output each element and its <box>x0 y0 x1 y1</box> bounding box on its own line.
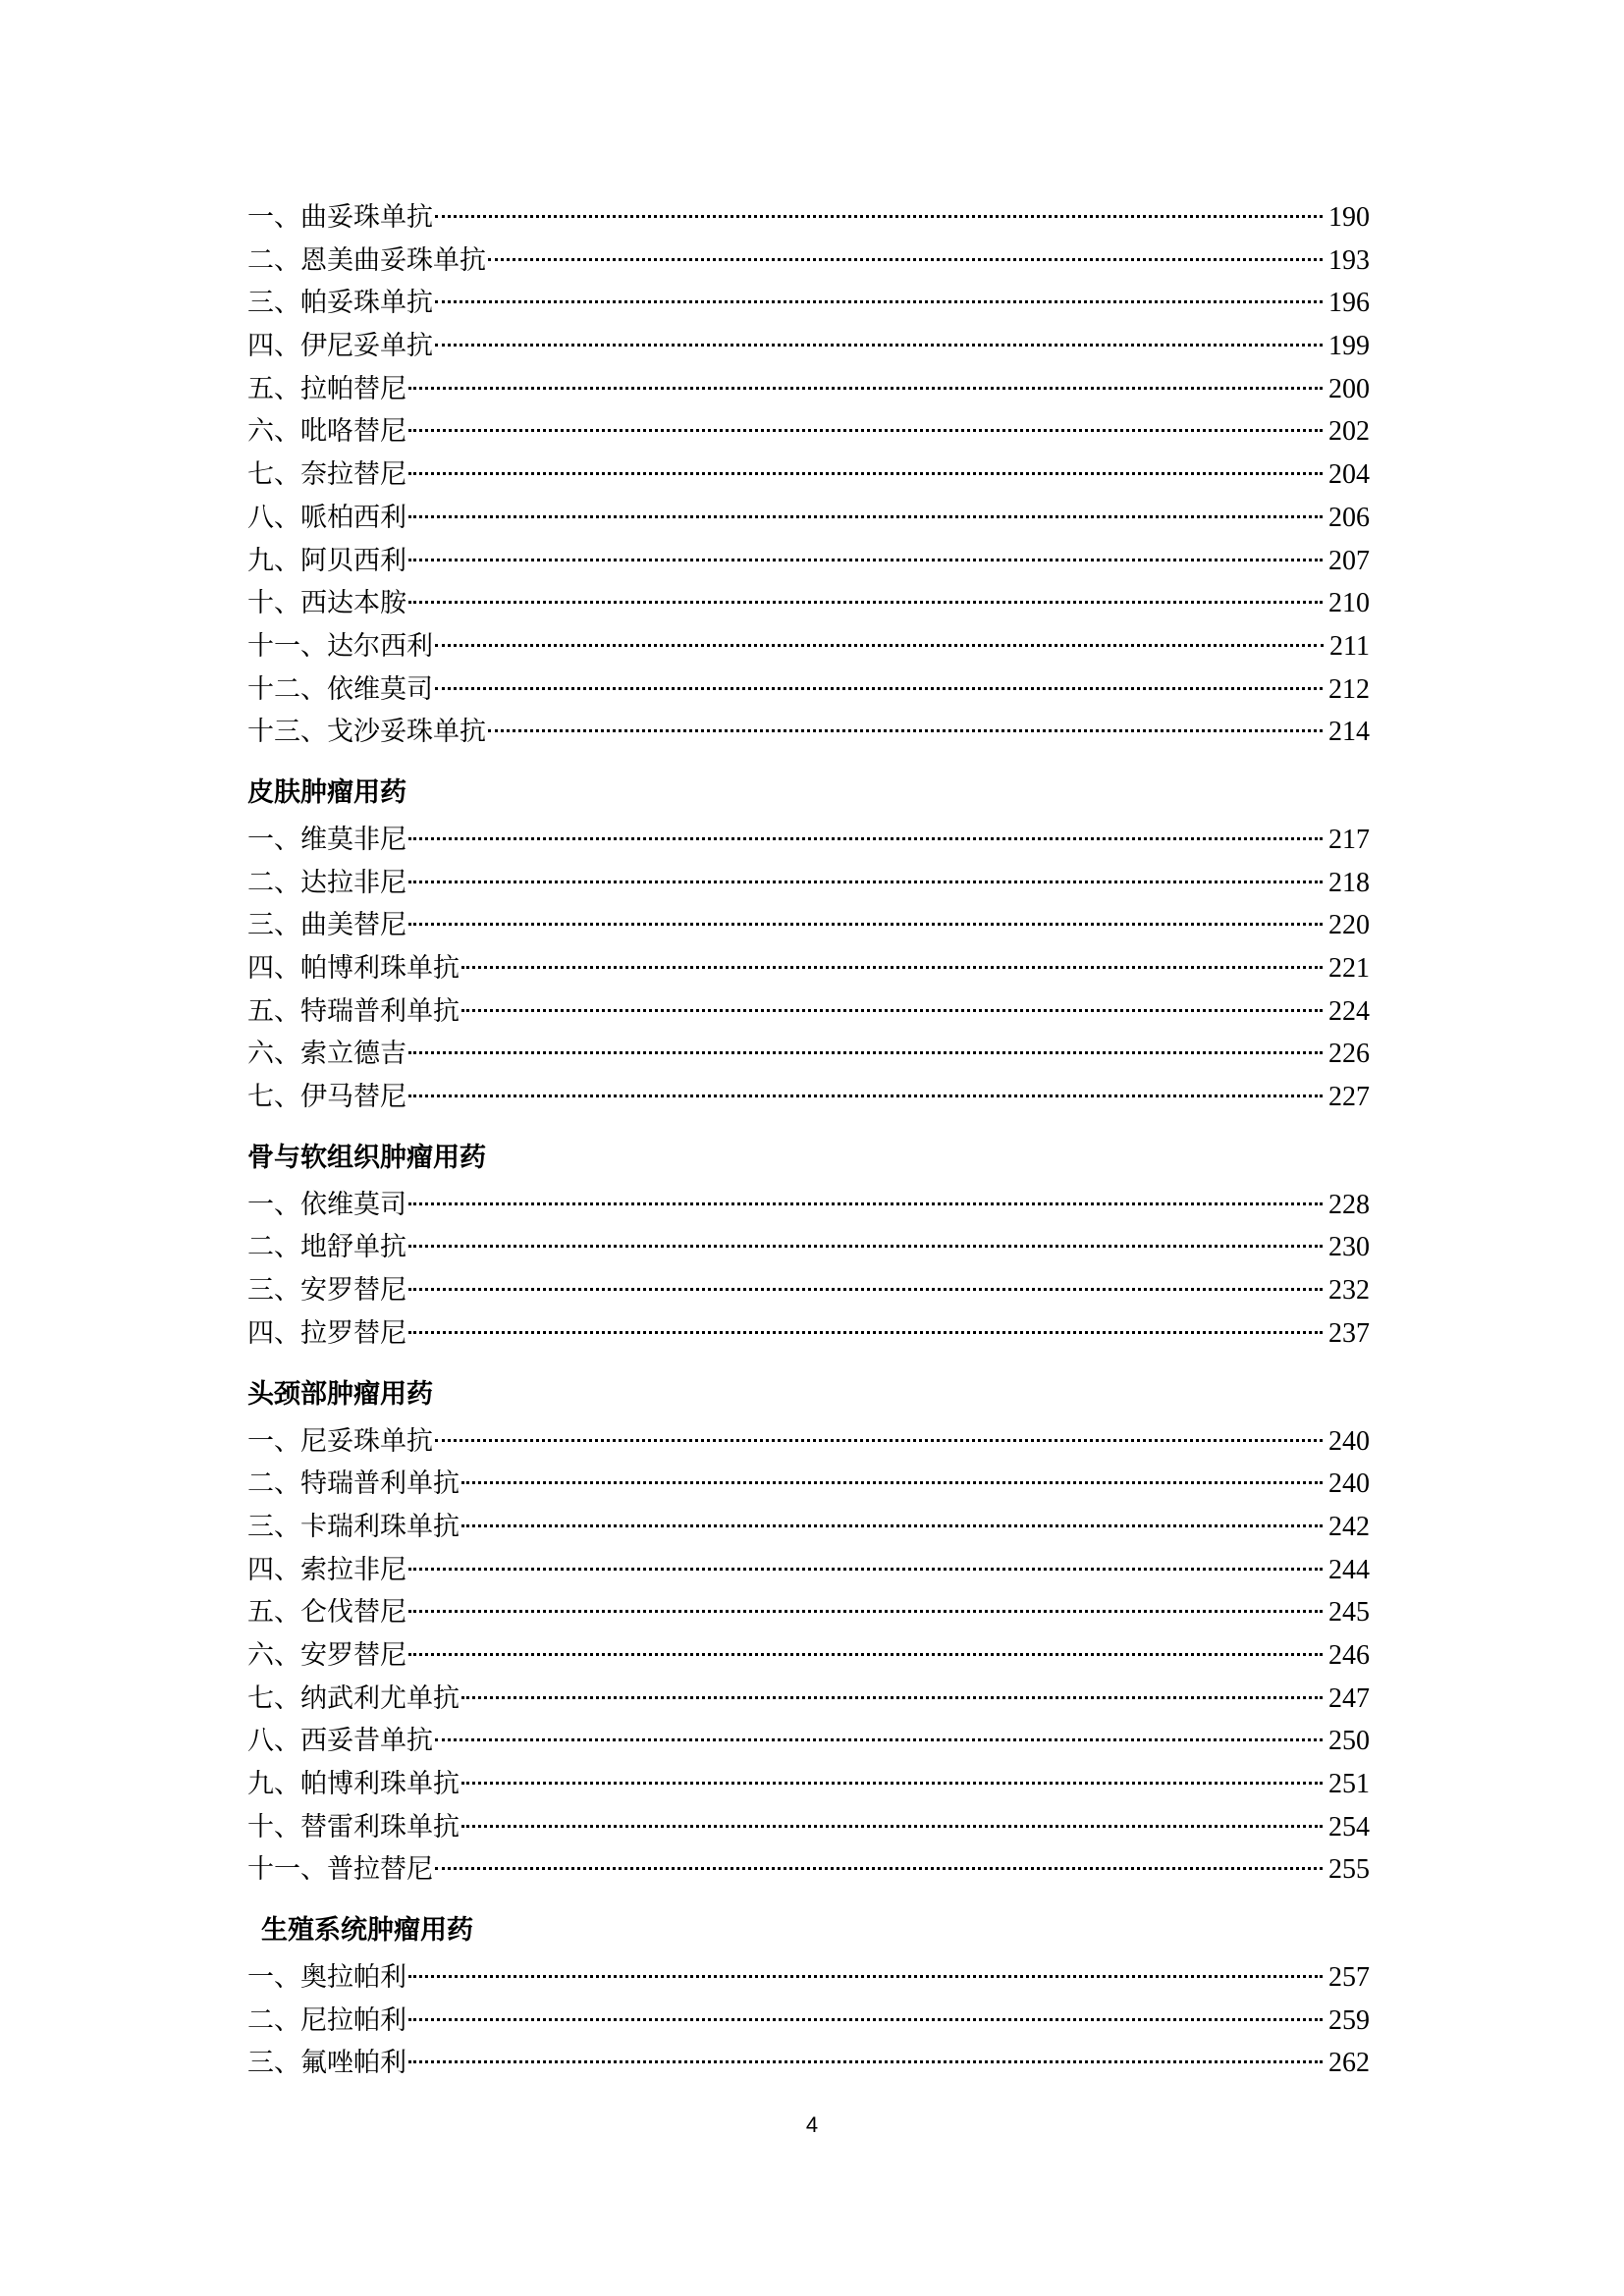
dot-leader <box>408 1095 1323 1097</box>
toc-entry-title: 七、伊马替尼 <box>247 1082 406 1113</box>
dot-leader <box>408 1331 1323 1334</box>
toc-entry-title: 四、帕博利珠单抗 <box>247 953 460 984</box>
toc-entry[interactable] <box>247 1076 1370 1119</box>
dot-leader <box>408 881 1323 883</box>
toc-entry-page: 251 <box>1328 1769 1370 1799</box>
dot-leader <box>435 687 1323 690</box>
toc-entry[interactable] <box>247 711 1370 754</box>
toc-entry-page: 230 <box>1328 1232 1370 1263</box>
toc-entry[interactable] <box>247 1848 1370 1892</box>
toc-entry-page: 210 <box>1328 588 1370 619</box>
toc-entry[interactable] <box>247 1463 1370 1506</box>
section-heading: 头颈部肿瘤用药 <box>247 1378 433 1410</box>
toc-entry-title: 四、伊尼妥单抗 <box>247 331 433 362</box>
toc-entry-title: 十、西达本胺 <box>247 588 406 619</box>
toc-entry-page: 232 <box>1328 1275 1370 1307</box>
toc-entry-page: 246 <box>1328 1639 1370 1671</box>
toc-entry-title: 十一、达尔西利 <box>247 630 433 662</box>
toc-entry-title: 五、特瑞普利单抗 <box>247 995 460 1027</box>
toc-entry-title: 八、西妥昔单抗 <box>247 1726 433 1757</box>
toc-entry-page: 196 <box>1328 288 1370 319</box>
dot-leader <box>461 1825 1323 1828</box>
dot-leader <box>408 1653 1323 1656</box>
toc-entry[interactable] <box>247 1549 1370 1592</box>
toc-entry-title: 九、阿贝西利 <box>247 545 406 576</box>
toc-entry-title: 五、拉帕替尼 <box>247 373 406 404</box>
toc-entry[interactable] <box>247 904 1370 947</box>
toc-entry[interactable] <box>247 410 1370 454</box>
dot-leader <box>408 559 1323 561</box>
toc-entry-title: 三、卡瑞利珠单抗 <box>247 1511 460 1542</box>
dot-leader <box>408 2018 1323 2021</box>
toc-entry-title: 十、替雷利珠单抗 <box>247 1811 460 1842</box>
toc-entry[interactable] <box>247 947 1370 990</box>
dot-leader <box>488 258 1323 261</box>
toc-entry[interactable] <box>247 240 1370 283</box>
toc-entry[interactable] <box>247 1033 1370 1076</box>
toc-entry-page: 255 <box>1328 1854 1370 1886</box>
dot-leader <box>435 1439 1323 1442</box>
toc-entry-page: 220 <box>1328 910 1370 941</box>
toc-entry[interactable] <box>247 1506 1370 1549</box>
toc-entry-page: 257 <box>1328 1962 1370 1994</box>
toc-entry-page: 207 <box>1328 545 1370 576</box>
toc-entry-title: 三、曲美替尼 <box>247 910 406 941</box>
section-heading: 生殖系统肿瘤用药 <box>261 1915 473 1947</box>
dot-leader <box>408 472 1323 475</box>
toc-entry[interactable] <box>247 1720 1370 1763</box>
toc-entry[interactable] <box>247 1420 1370 1464</box>
toc-entry-page: 247 <box>1328 1682 1370 1714</box>
toc-entry-page: 218 <box>1328 867 1370 898</box>
toc-entry-page: 262 <box>1328 2048 1370 2079</box>
dot-leader <box>461 1481 1323 1484</box>
toc-entry[interactable] <box>247 497 1370 540</box>
toc-entry-page: 193 <box>1328 244 1370 276</box>
toc-entry-page: 212 <box>1328 673 1370 705</box>
toc-entry[interactable] <box>247 2000 1370 2043</box>
toc-entry[interactable] <box>247 454 1370 497</box>
toc-entry-title: 一、维莫非尼 <box>247 824 406 855</box>
dot-leader <box>408 601 1323 604</box>
toc-entry[interactable] <box>247 325 1370 368</box>
toc-entry[interactable] <box>247 1634 1370 1678</box>
toc-entry[interactable] <box>247 1678 1370 1721</box>
dot-leader <box>408 837 1323 840</box>
dot-leader <box>461 1009 1323 1012</box>
toc-entry[interactable] <box>247 819 1370 862</box>
toc-entry-title: 二、特瑞普利单抗 <box>247 1468 460 1500</box>
toc-entry-title: 九、帕博利珠单抗 <box>247 1769 460 1799</box>
dot-leader <box>435 644 1324 647</box>
toc-entry-title: 一、曲妥珠单抗 <box>247 202 433 233</box>
table-of-contents <box>247 196 1370 2085</box>
dot-leader <box>408 1051 1323 1054</box>
toc-entry-title: 二、地舒单抗 <box>247 1232 406 1263</box>
toc-entry[interactable] <box>247 2042 1370 2085</box>
dot-leader <box>435 344 1323 347</box>
toc-entry-page: 221 <box>1328 953 1370 984</box>
toc-entry[interactable] <box>247 990 1370 1034</box>
dot-leader <box>435 1738 1323 1741</box>
toc-entry-page: 259 <box>1328 2004 1370 2036</box>
toc-entry[interactable] <box>247 668 1370 712</box>
toc-entry-page: 244 <box>1328 1554 1370 1585</box>
section-heading: 骨与软组织肿瘤用药 <box>247 1142 486 1173</box>
toc-entry[interactable] <box>247 1956 1370 2000</box>
dot-leader <box>408 429 1323 432</box>
toc-entry-page: 242 <box>1328 1511 1370 1542</box>
toc-entry-title: 十一、普拉替尼 <box>247 1854 433 1886</box>
toc-entry-page: 226 <box>1328 1039 1370 1070</box>
section-heading: 皮肤肿瘤用药 <box>247 776 406 808</box>
toc-entry-title: 二、尼拉帕利 <box>247 2004 406 2036</box>
toc-entry-page: 199 <box>1328 331 1370 362</box>
dot-leader <box>408 1245 1323 1248</box>
dot-leader <box>408 2060 1323 2063</box>
toc-entry-title: 二、达拉非尼 <box>247 867 406 898</box>
toc-entry-title: 三、氟唑帕利 <box>247 2048 406 2079</box>
dot-leader <box>488 729 1323 732</box>
dot-leader <box>408 1610 1323 1613</box>
toc-entry[interactable] <box>247 368 1370 411</box>
toc-entry-page: 240 <box>1328 1425 1370 1457</box>
toc-entry-page: 240 <box>1328 1468 1370 1500</box>
toc-entry[interactable] <box>247 1763 1370 1806</box>
toc-entry-title: 一、依维莫司 <box>247 1189 406 1220</box>
toc-entry-title: 四、索拉非尼 <box>247 1554 406 1585</box>
toc-entry-page: 228 <box>1328 1189 1370 1220</box>
toc-entry[interactable] <box>247 625 1370 668</box>
dot-leader <box>461 966 1323 969</box>
toc-entry-page: 250 <box>1328 1726 1370 1757</box>
toc-entry[interactable] <box>247 196 1370 240</box>
toc-entry-title: 六、安罗替尼 <box>247 1639 406 1671</box>
toc-entry-page: 214 <box>1328 717 1370 748</box>
toc-entry-title: 六、吡咯替尼 <box>247 416 406 448</box>
toc-entry-page: 245 <box>1328 1597 1370 1629</box>
toc-entry-page: 211 <box>1329 630 1370 662</box>
dot-leader <box>408 1202 1323 1205</box>
toc-entry-title: 一、奥拉帕利 <box>247 1962 406 1994</box>
dot-leader <box>435 300 1323 303</box>
toc-entry-title: 五、仑伐替尼 <box>247 1597 406 1629</box>
toc-entry-page: 227 <box>1328 1082 1370 1113</box>
toc-entry-title: 十二、依维莫司 <box>247 673 433 705</box>
toc-entry[interactable] <box>247 582 1370 625</box>
toc-entry-title: 四、拉罗替尼 <box>247 1317 406 1349</box>
toc-entry-page: 204 <box>1328 459 1370 491</box>
toc-entry[interactable] <box>247 282 1370 325</box>
toc-entry-title: 七、纳武利尤单抗 <box>247 1682 460 1714</box>
dot-leader <box>408 923 1323 926</box>
toc-entry-title: 二、恩美曲妥珠单抗 <box>247 244 486 276</box>
toc-entry-page: 190 <box>1328 202 1370 233</box>
page-number: 4 <box>805 2112 819 2137</box>
toc-entry-title: 七、奈拉替尼 <box>247 459 406 491</box>
toc-entry[interactable] <box>247 1184 1370 1227</box>
toc-entry-title: 六、索立德吉 <box>247 1039 406 1070</box>
toc-entry[interactable] <box>247 862 1370 905</box>
toc-entry-page: 254 <box>1328 1811 1370 1842</box>
dot-leader <box>408 515 1323 518</box>
dot-leader <box>461 1524 1323 1527</box>
dot-leader <box>461 1782 1323 1785</box>
toc-entry[interactable] <box>247 1806 1370 1849</box>
toc-entry[interactable] <box>247 1269 1370 1312</box>
toc-entry-page: 217 <box>1328 824 1370 855</box>
toc-entry[interactable] <box>247 1591 1370 1634</box>
toc-entry[interactable] <box>247 540 1370 583</box>
toc-entry-title: 三、帕妥珠单抗 <box>247 288 433 319</box>
toc-entry-title: 一、尼妥珠单抗 <box>247 1425 433 1457</box>
toc-entry-title: 八、哌柏西利 <box>247 502 406 533</box>
toc-entry-page: 200 <box>1328 373 1370 404</box>
toc-entry-page: 202 <box>1328 416 1370 448</box>
dot-leader <box>435 1867 1323 1870</box>
toc-entry-page: 224 <box>1328 995 1370 1027</box>
toc-entry[interactable] <box>247 1312 1370 1356</box>
dot-leader <box>435 215 1323 218</box>
dot-leader <box>408 1288 1323 1291</box>
dot-leader <box>461 1696 1323 1699</box>
toc-entry-title: 三、安罗替尼 <box>247 1275 406 1307</box>
toc-entry-page: 237 <box>1328 1317 1370 1349</box>
toc-entry-page: 206 <box>1328 502 1370 533</box>
dot-leader <box>408 1568 1323 1571</box>
toc-entry-title: 十三、戈沙妥珠单抗 <box>247 717 486 748</box>
toc-entry[interactable] <box>247 1226 1370 1269</box>
dot-leader <box>408 387 1323 390</box>
dot-leader <box>408 1975 1323 1978</box>
